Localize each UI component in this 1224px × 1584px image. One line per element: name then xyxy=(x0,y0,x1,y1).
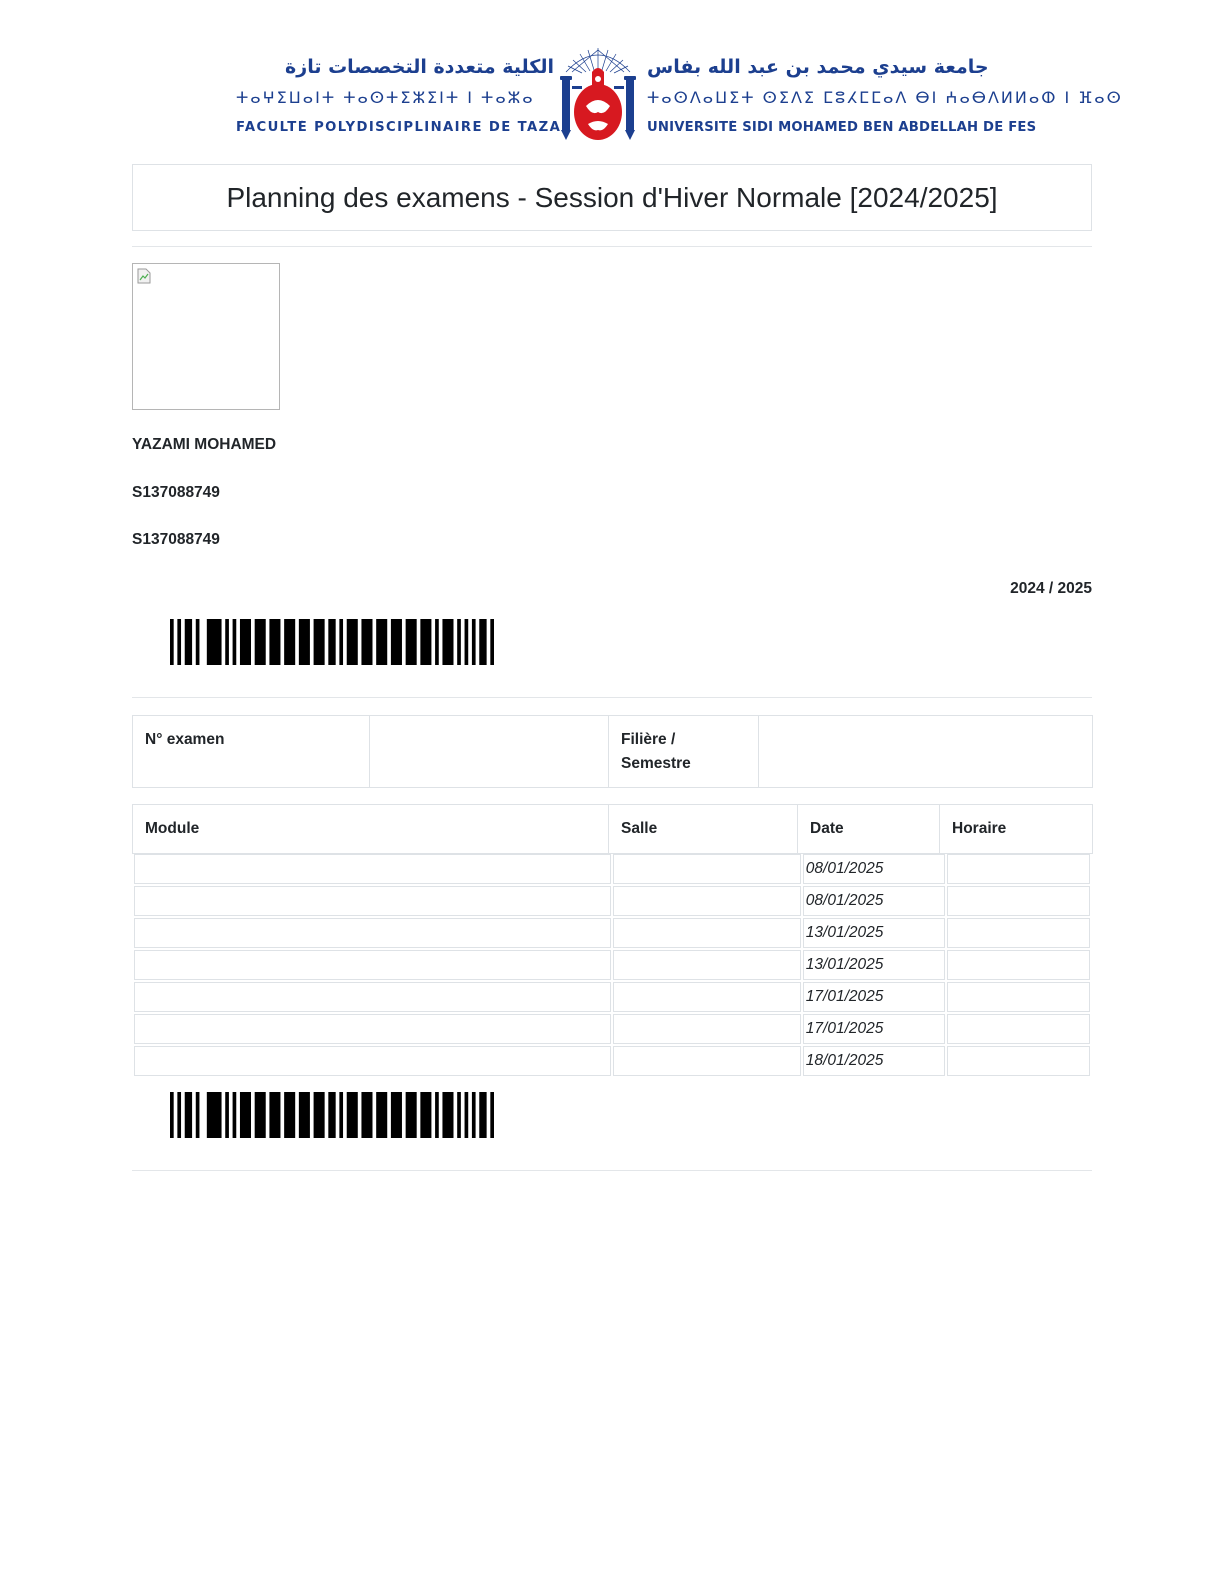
date-cell: 08/01/2025 xyxy=(803,854,946,884)
salle-cell xyxy=(613,918,801,948)
salle-cell xyxy=(613,982,801,1012)
salle-cell xyxy=(613,854,801,884)
barcode-bar xyxy=(225,619,229,665)
barcode-bar xyxy=(299,1092,310,1138)
table-row xyxy=(134,886,1090,916)
horaire-cell xyxy=(947,886,1090,916)
barcode-bar xyxy=(233,1092,237,1138)
broken-image-icon xyxy=(137,268,151,284)
horaire-cell xyxy=(947,918,1090,948)
table-row xyxy=(134,1014,1090,1044)
barcode-bar xyxy=(255,619,266,665)
barcode-bar xyxy=(490,619,494,665)
column-header-horaire: Horaire xyxy=(940,805,1093,854)
barcode-bar xyxy=(361,1092,372,1138)
horaire-cell xyxy=(947,1046,1090,1076)
barcode-bar xyxy=(240,619,251,665)
barcode-bar xyxy=(284,1092,295,1138)
university-logo-text xyxy=(647,44,1123,146)
divider xyxy=(132,1170,1092,1171)
faculty-name-french: FACULTÉ POLYDISCIPLINAIRE DE TAZA xyxy=(236,120,562,135)
barcode-bar xyxy=(177,619,181,665)
filiere-label: Filière / xyxy=(621,731,676,748)
semestre-label: Semestre xyxy=(621,755,691,772)
horaire-cell xyxy=(947,982,1090,1012)
filiere-semestre-label xyxy=(609,716,759,788)
barcode-bar xyxy=(465,619,469,665)
barcode-bar xyxy=(284,619,295,665)
university-emblem-icon xyxy=(558,46,638,144)
salle-cell xyxy=(613,950,801,980)
barcode-bar xyxy=(391,619,402,665)
barcode-bar xyxy=(435,1092,439,1138)
barcode-bar xyxy=(170,1092,174,1138)
module-cell xyxy=(134,1014,611,1044)
barcode-bar xyxy=(420,1092,431,1138)
barcode-bar xyxy=(457,619,461,665)
student-code: S137088749 xyxy=(132,484,220,501)
barcode-bar xyxy=(361,619,372,665)
schedule-header-table xyxy=(132,804,1093,854)
barcode-bottom xyxy=(170,1092,494,1138)
barcode-bar xyxy=(196,1092,200,1138)
barcode-bar xyxy=(406,619,417,665)
barcode-bar xyxy=(339,619,343,665)
barcode-bar xyxy=(376,1092,387,1138)
salle-cell xyxy=(613,886,801,916)
university-name-arabic: جامعة سيدي محمد بن عبد الله بفاس xyxy=(647,56,989,78)
horaire-cell xyxy=(947,950,1090,980)
barcode-bar xyxy=(328,619,335,665)
module-cell xyxy=(134,982,611,1012)
barcode-bar xyxy=(314,1092,325,1138)
university-name-tifinagh: ⵜⴰⵙⴷⴰⵡⵉⵜ ⵙⵉⴷⵉ ⵎⵓⵃⵎⵎⴰⴷ ⴱⵏ ⵄⴰⴱⴷⵍⵍⴰⵀ ⵏ ⴼⴰⵙ xyxy=(647,88,1123,107)
date-cell: 13/01/2025 xyxy=(803,918,946,948)
barcode-bar xyxy=(479,1092,486,1138)
barcode-bar xyxy=(435,619,439,665)
divider xyxy=(132,697,1092,698)
barcode-bar xyxy=(185,619,192,665)
university-name-french: UNIVERSITÉ SIDI MOHAMED BEN ABDELLAH DE FES xyxy=(647,120,1037,135)
faculty-name-tifinagh: ⵜⴰⵖⵉⵡⴰⵏⵜ ⵜⴰⵙⵜⵉⵣⵉⵏⵜ ⵏ ⵜⴰⵣⴰ xyxy=(236,88,535,107)
divider xyxy=(132,246,1092,247)
date-cell: 13/01/2025 xyxy=(803,950,946,980)
barcode-bar xyxy=(472,1092,476,1138)
schedule-rows xyxy=(134,854,1090,1076)
table-row xyxy=(134,1046,1090,1076)
barcode-bar xyxy=(314,619,325,665)
exam-number-label: N° examen xyxy=(133,716,370,788)
salle-cell xyxy=(613,1014,801,1044)
barcode-bar xyxy=(479,619,486,665)
column-header-date: Date xyxy=(798,805,940,854)
filiere-semestre-value xyxy=(759,716,1093,788)
student-apogee: S137088749 xyxy=(132,531,220,548)
barcode-bar xyxy=(465,1092,469,1138)
horaire-cell xyxy=(947,1014,1090,1044)
module-cell xyxy=(134,854,611,884)
date-cell: 08/01/2025 xyxy=(803,886,946,916)
schedule-table xyxy=(132,852,1092,1078)
institution-logo xyxy=(236,44,1123,146)
barcode-bar xyxy=(376,619,387,665)
barcode-bar xyxy=(185,1092,192,1138)
module-cell xyxy=(134,1046,611,1076)
barcode-bar xyxy=(225,1092,229,1138)
column-header-salle: Salle xyxy=(609,805,798,854)
barcode-bar xyxy=(347,619,358,665)
module-cell xyxy=(134,950,611,980)
barcode-top xyxy=(170,619,494,665)
exam-info-table xyxy=(132,715,1093,788)
table-row xyxy=(134,918,1090,948)
barcode-bar xyxy=(170,619,174,665)
date-cell: 17/01/2025 xyxy=(803,1014,946,1044)
barcode-bar xyxy=(347,1092,358,1138)
barcode-bar xyxy=(406,1092,417,1138)
barcode-bar xyxy=(269,619,280,665)
barcode-bar xyxy=(233,619,237,665)
barcode-bar xyxy=(207,1092,222,1138)
title-box xyxy=(132,164,1092,231)
table-row xyxy=(134,854,1090,884)
faculty-logo-text xyxy=(236,44,562,146)
page-title: Planning des examens - Session d'Hiver Normale [2024/2025] xyxy=(226,181,998,213)
student-name: YAZAMI MOHAMED xyxy=(132,436,277,453)
barcode-bar xyxy=(207,619,222,665)
table-row xyxy=(134,950,1090,980)
barcode-bar xyxy=(472,619,476,665)
academic-year: 2024 / 2025 xyxy=(1010,580,1092,597)
barcode-bar xyxy=(255,1092,266,1138)
date-cell: 17/01/2025 xyxy=(803,982,946,1012)
column-header-module: Module xyxy=(133,805,609,854)
faculty-name-arabic: الكلية متعددة التخصصات تازة xyxy=(285,56,554,78)
barcode-bar xyxy=(269,1092,280,1138)
barcode-bar xyxy=(442,619,453,665)
module-cell xyxy=(134,886,611,916)
barcode-bar xyxy=(339,1092,343,1138)
barcode-bar xyxy=(299,619,310,665)
salle-cell xyxy=(613,1046,801,1076)
exam-number-value xyxy=(370,716,609,788)
barcode-bar xyxy=(177,1092,181,1138)
barcode-bar xyxy=(240,1092,251,1138)
date-cell: 18/01/2025 xyxy=(803,1046,946,1076)
barcode-bar xyxy=(328,1092,335,1138)
horaire-cell xyxy=(947,854,1090,884)
barcode-bar xyxy=(442,1092,453,1138)
barcode-bar xyxy=(420,619,431,665)
barcode-bar xyxy=(196,619,200,665)
barcode-bar xyxy=(490,1092,494,1138)
barcode-bar xyxy=(457,1092,461,1138)
module-cell xyxy=(134,918,611,948)
student-photo xyxy=(132,263,280,410)
table-row xyxy=(134,982,1090,1012)
barcode-bar xyxy=(391,1092,402,1138)
